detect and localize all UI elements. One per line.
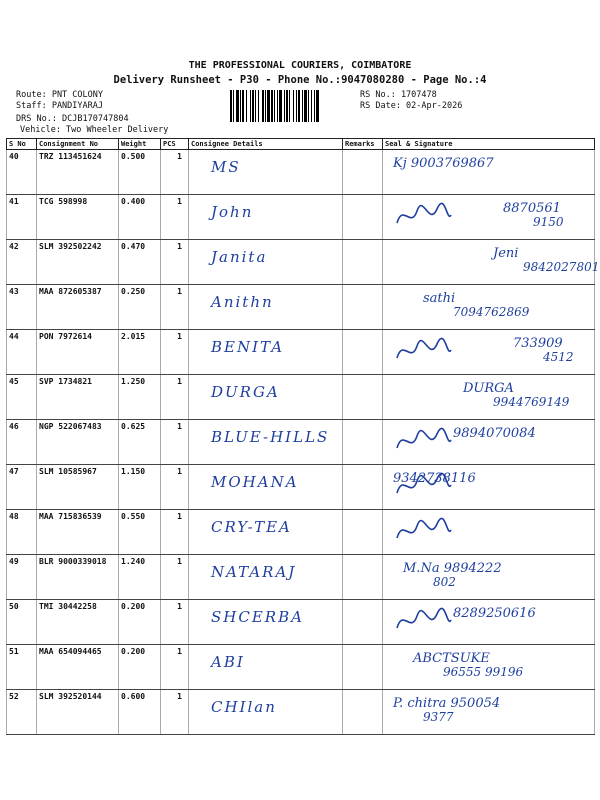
- row-weight: 0.600: [119, 690, 161, 735]
- row-signature-cell: [383, 240, 600, 285]
- barcode-bar: [298, 90, 300, 122]
- row-pcs: 1: [161, 330, 189, 375]
- table-row: [7, 150, 595, 195]
- row-consignee-cell: [189, 555, 343, 600]
- signature-scribble: [393, 514, 453, 550]
- table-row: [7, 420, 595, 465]
- row-remarks-cell: [343, 330, 383, 375]
- staff-label: Staff: PANDIYARAJ: [16, 101, 103, 111]
- consignee-handwriting: Anithn: [211, 293, 274, 311]
- row-pcs: 1: [161, 510, 189, 555]
- row-consignment-no: TRZ 113451624: [37, 150, 119, 195]
- row-remarks-cell: [343, 195, 383, 240]
- barcode-bar: [265, 90, 266, 122]
- row-signature-cell: [383, 285, 595, 330]
- row-signature-cell: [383, 645, 595, 690]
- row-pcs: 1: [161, 645, 189, 690]
- row-consignment-no: SLM 392502242: [37, 240, 119, 285]
- row-consignee-cell: [189, 150, 343, 195]
- row-consignment-no: BLR 9000339018: [37, 555, 119, 600]
- row-pcs: 1: [161, 555, 189, 600]
- row-consignment-no: MAA 872605387: [37, 285, 119, 330]
- row-pcs: 1: [161, 150, 189, 195]
- barcode-bar: [271, 90, 273, 122]
- row-remarks-cell: [343, 375, 383, 420]
- barcode-bar: [255, 90, 256, 122]
- col-header-pcs: PCS: [161, 139, 189, 150]
- table-row: [7, 240, 595, 285]
- row-consignment-no: SLM 392520144: [37, 690, 119, 735]
- signature-scribble: [393, 604, 453, 640]
- row-weight: 1.150: [119, 465, 161, 510]
- signature-scribble: [393, 334, 453, 370]
- row-sno: 42: [7, 240, 37, 285]
- barcode-bar: [302, 90, 303, 122]
- barcode-bar: [311, 90, 312, 122]
- row-remarks-cell: [343, 150, 383, 195]
- consignee-handwriting: MS: [211, 158, 241, 176]
- barcode-bar: [296, 90, 297, 122]
- barcode-bar: [240, 90, 241, 122]
- barcode-bar: [279, 90, 282, 122]
- row-weight: 0.550: [119, 510, 161, 555]
- consignee-handwriting: BLUE-HILLS: [211, 428, 330, 446]
- row-consignment-no: TCG 598998: [37, 195, 119, 240]
- col-header-consignment: Consignment No: [37, 139, 119, 150]
- row-signature-cell: [383, 690, 595, 735]
- consignee-handwriting: CHIlan: [211, 698, 277, 716]
- row-remarks-cell: [343, 510, 383, 555]
- barcode-bar: [250, 90, 251, 122]
- consignee-handwriting: Janita: [211, 248, 268, 266]
- row-consignee-cell: [189, 465, 343, 510]
- row-weight: 0.470: [119, 240, 161, 285]
- row-remarks-cell: [343, 690, 383, 735]
- table-row: [7, 375, 595, 420]
- row-consignee-cell: [189, 690, 343, 735]
- signature-handwriting-2: 96555 99196: [443, 665, 524, 679]
- signature-handwriting-2: 9842027801: [523, 260, 600, 274]
- consignee-handwriting: MOHANA: [211, 473, 299, 491]
- row-weight: 2.015: [119, 330, 161, 375]
- signature-handwriting-2: 9944769149: [493, 395, 570, 409]
- barcode-bar: [230, 90, 232, 122]
- row-pcs: 1: [161, 600, 189, 645]
- col-header-weight: Weight: [119, 139, 161, 150]
- row-pcs: 1: [161, 420, 189, 465]
- barcode-bar: [286, 90, 288, 122]
- consignee-handwriting: NATARAJ: [211, 563, 297, 581]
- signature-handwriting-2: 9150: [533, 215, 564, 229]
- row-weight: 0.250: [119, 285, 161, 330]
- signature-handwriting: 9342738116: [393, 471, 476, 486]
- delivery-table: [6, 138, 600, 735]
- table-row: [7, 645, 595, 690]
- signature-handwriting: sathi: [423, 291, 456, 306]
- table-row: [7, 555, 595, 600]
- signature-scribble: [393, 199, 453, 235]
- table-row: [7, 465, 595, 510]
- row-remarks-cell: [343, 600, 383, 645]
- signature-handwriting: ABCTSUKE: [413, 651, 490, 666]
- row-remarks-cell: [343, 285, 383, 330]
- row-consignee-cell: [189, 330, 343, 375]
- signature-handwriting: 733909: [513, 336, 563, 351]
- row-signature-cell: [383, 555, 595, 600]
- row-consignment-no: SLM 10585967: [37, 465, 119, 510]
- row-sno: 44: [7, 330, 37, 375]
- row-consignment-no: MAA 715836539: [37, 510, 119, 555]
- row-weight: 0.625: [119, 420, 161, 465]
- row-consignment-no: TMI 30442258: [37, 600, 119, 645]
- row-consignee-cell: [189, 600, 343, 645]
- consignee-handwriting: BENITA: [211, 338, 285, 356]
- row-sno: 43: [7, 285, 37, 330]
- row-pcs: 1: [161, 690, 189, 735]
- barcode-bar: [233, 90, 234, 122]
- barcode-bar: [308, 90, 309, 122]
- drs-number: DRS No.: DCJB170747804: [16, 114, 129, 124]
- row-weight: 0.200: [119, 600, 161, 645]
- row-consignee-cell: [189, 285, 343, 330]
- barcode-bar: [242, 90, 244, 122]
- row-weight: 0.200: [119, 645, 161, 690]
- table-row: [7, 330, 595, 375]
- barcode-bar: [304, 90, 307, 122]
- table-row: [7, 195, 595, 240]
- row-remarks-cell: [343, 240, 383, 285]
- row-weight: 1.240: [119, 555, 161, 600]
- barcode-bar: [284, 90, 285, 122]
- row-signature-cell: [383, 510, 595, 555]
- signature-handwriting: P. chitra 950054: [393, 696, 501, 711]
- table-row: [7, 510, 595, 555]
- barcode-bar: [267, 90, 270, 122]
- signature-scribble: [393, 469, 453, 505]
- col-header-remarks: Remarks: [343, 139, 383, 150]
- row-remarks-cell: [343, 645, 383, 690]
- vehicle-label: Vehicle: Two Wheeler Delivery: [20, 125, 169, 135]
- row-sno: 41: [7, 195, 37, 240]
- row-consignee-cell: [189, 510, 343, 555]
- row-consignee-cell: [189, 240, 343, 285]
- row-remarks-cell: [343, 420, 383, 465]
- row-sno: 47: [7, 465, 37, 510]
- row-pcs: 1: [161, 375, 189, 420]
- consignee-handwriting: DURGA: [211, 383, 280, 401]
- row-signature-cell: [383, 600, 595, 645]
- barcode-bar: [316, 90, 319, 122]
- table-row: [7, 600, 595, 645]
- barcode-image: [230, 90, 356, 122]
- row-consignment-no: PON 7972614: [37, 330, 119, 375]
- row-signature-cell: [383, 330, 595, 375]
- row-signature-cell: [383, 465, 595, 510]
- row-consignee-cell: [189, 645, 343, 690]
- row-pcs: 1: [161, 285, 189, 330]
- consignee-handwriting: ABI: [211, 653, 245, 671]
- barcode-bar: [277, 90, 278, 122]
- col-header-sno: S No: [7, 139, 37, 150]
- signature-handwriting: M.Na 9894222: [403, 561, 502, 576]
- row-weight: 1.250: [119, 375, 161, 420]
- barcode-bar: [258, 90, 259, 122]
- table-row: [7, 690, 595, 735]
- row-signature-cell: [383, 420, 595, 465]
- row-weight: 0.400: [119, 195, 161, 240]
- row-signature-cell: [383, 195, 595, 240]
- barcode-bar: [262, 90, 264, 122]
- barcode-bar: [236, 90, 239, 122]
- row-sno: 45: [7, 375, 37, 420]
- signature-handwriting-2: 7094762869: [453, 305, 530, 319]
- signature-handwriting: 9894070084: [453, 426, 536, 441]
- table-header-row: [7, 139, 595, 150]
- signature-handwriting: Kj 9003769867: [393, 156, 494, 171]
- signature-scribble: [393, 424, 453, 460]
- rs-number: RS No.: 1707478: [360, 90, 437, 100]
- row-consignee-cell: [189, 375, 343, 420]
- row-sno: 46: [7, 420, 37, 465]
- row-sno: 50: [7, 600, 37, 645]
- consignee-handwriting: CRY-TEA: [211, 518, 292, 536]
- signature-handwriting: 8870561: [503, 201, 561, 216]
- row-remarks-cell: [343, 555, 383, 600]
- signature-handwriting: Jeni: [493, 246, 519, 261]
- barcode-bar: [293, 90, 294, 122]
- barcode-bar: [246, 90, 247, 122]
- signature-handwriting-2: 802: [433, 575, 456, 589]
- route-label: Route: PNT COLONY: [16, 90, 103, 100]
- row-sno: 51: [7, 645, 37, 690]
- barcode-bar: [274, 90, 275, 122]
- row-consignment-no: NGP 522067483: [37, 420, 119, 465]
- signature-handwriting-2: 9377: [423, 710, 454, 724]
- col-header-signature: Seal & Signature: [383, 139, 595, 150]
- rs-date: RS Date: 02-Apr-2026: [360, 101, 463, 111]
- row-sno: 49: [7, 555, 37, 600]
- signature-handwriting: DURGA: [463, 381, 514, 396]
- row-sno: 48: [7, 510, 37, 555]
- consignee-handwriting: John: [211, 203, 254, 221]
- row-pcs: 1: [161, 195, 189, 240]
- runsheet-subtitle: Delivery Runsheet - P30 - Phone No.:9047080280 - Page No.:4: [113, 74, 487, 86]
- signature-handwriting-2: 4512: [543, 350, 574, 364]
- company-title: THE PROFESSIONAL COURIERS, COIMBATORE: [188, 60, 412, 71]
- row-sno: 52: [7, 690, 37, 735]
- barcode-bar: [289, 90, 290, 122]
- row-sno: 40: [7, 150, 37, 195]
- row-consignment-no: MAA 654094465: [37, 645, 119, 690]
- row-pcs: 1: [161, 240, 189, 285]
- row-weight: 0.500: [119, 150, 161, 195]
- barcode-bar: [252, 90, 254, 122]
- row-consignment-no: SVP 1734821: [37, 375, 119, 420]
- row-signature-cell: [383, 375, 595, 420]
- col-header-consignee: Consignee Details: [189, 139, 343, 150]
- signature-handwriting: 8289250616: [453, 606, 536, 621]
- row-pcs: 1: [161, 465, 189, 510]
- row-signature-cell: [383, 150, 595, 195]
- row-consignee-cell: [189, 195, 343, 240]
- row-consignee-cell: [189, 420, 343, 465]
- barcode-bar: [314, 90, 315, 122]
- table-row: [7, 285, 595, 330]
- consignee-handwriting: SHCERBA: [211, 608, 304, 626]
- row-remarks-cell: [343, 465, 383, 510]
